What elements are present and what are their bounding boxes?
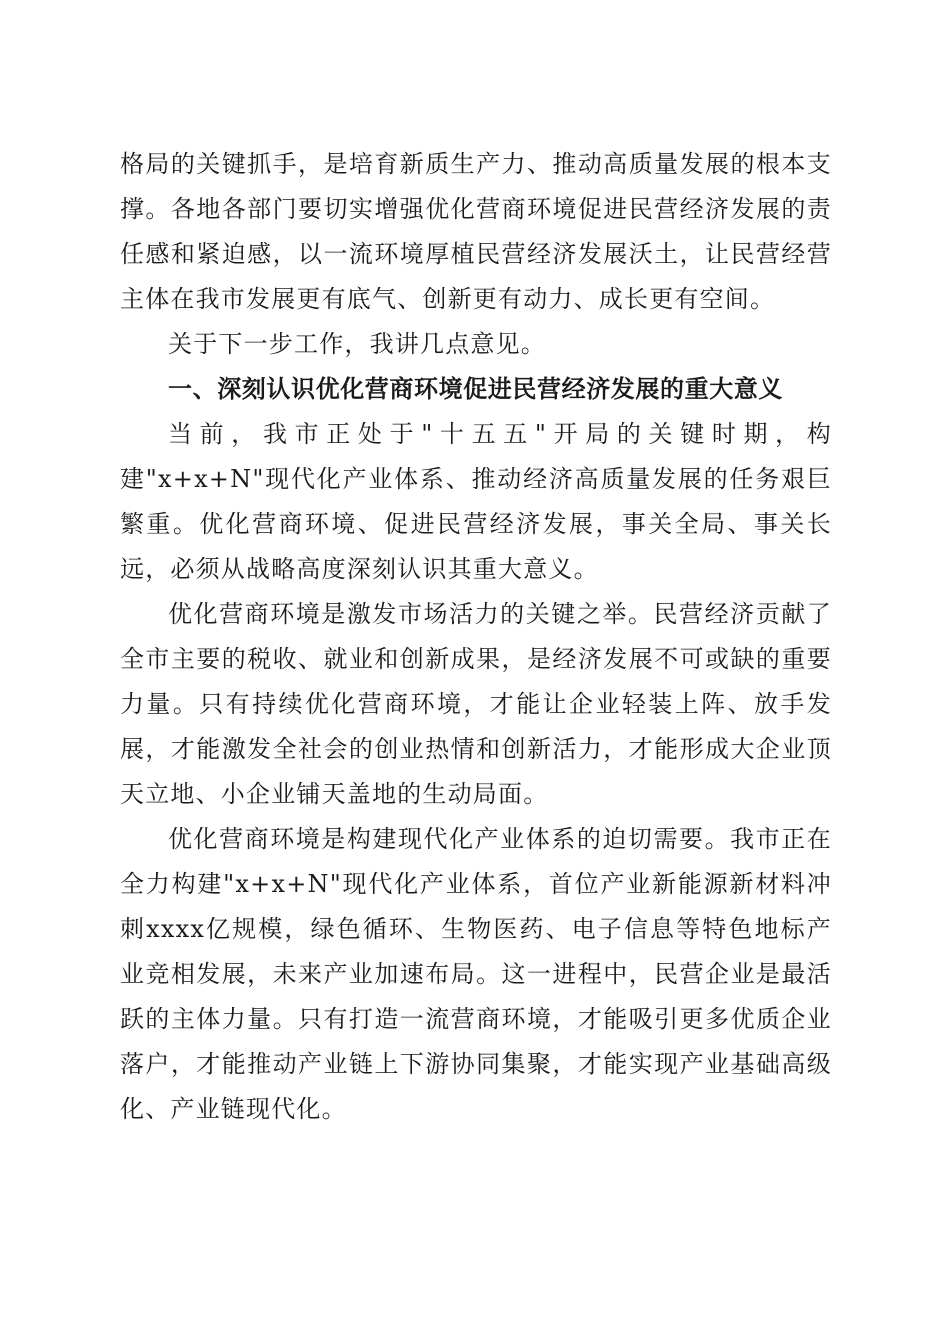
document-body xyxy=(120,142,832,1132)
paragraph-current-situation: 当前，我市正处于"十五五"开局的关键时期，构建"x+x+N"现代化产业体系、推动经济高质量发展的任务艰巨繁重。优化营商环境、促进民营经济发展，事关全局、事关长远，必须从战略高度深刻认识其重大意义。 xyxy=(120,420,832,583)
section-heading-1: 一、深刻认识优化营商环境促进民营经济发展的重大意义 xyxy=(168,375,783,403)
paragraph-continuation: 格局的关键抓手，是培育新质生产力、推动高质量发展的根本支撑。各地各部门要切实增强优化营商环境促进民营经济发展的责任感和紧迫感，以一流环境厚植民营经济发展沃土，让民营经营主体在我市发展更有底气、创新更有动力、成长更有空间。 xyxy=(120,150,832,313)
paragraph-market-vitality: 优化营商环境是激发市场活力的关键之举。民营经济贡献了全市主要的税收、就业和创新成果，是经济发展不可或缺的重要力量。只有持续优化营商环境，才能让企业轻装上阵、放手发展，才能激发全社会的创业热情和创新活力，才能形成大企业顶天立地、小企业铺天盖地的生动局面。 xyxy=(120,600,832,808)
paragraph-intro: 关于下一步工作，我讲几点意见。 xyxy=(168,330,546,358)
paragraph-industrial-system: 优化营商环境是构建现代化产业体系的迫切需要。我市正在全力构建"x+x+N"现代化产业体系，首位产业新能源新材料冲刺xxxx亿规模，绿色循环、生物医药、电子信息等特色地标产业竞相发展，未来产业加速布局。这一进程中，民营企业是最活跃的主体力量。只有打造一流营商环境，才能吸引更多优质企业落户，才能推动产业链上下游协同集聚，才能实现产业基础高级化、产业链现代化。 xyxy=(120,825,832,1123)
